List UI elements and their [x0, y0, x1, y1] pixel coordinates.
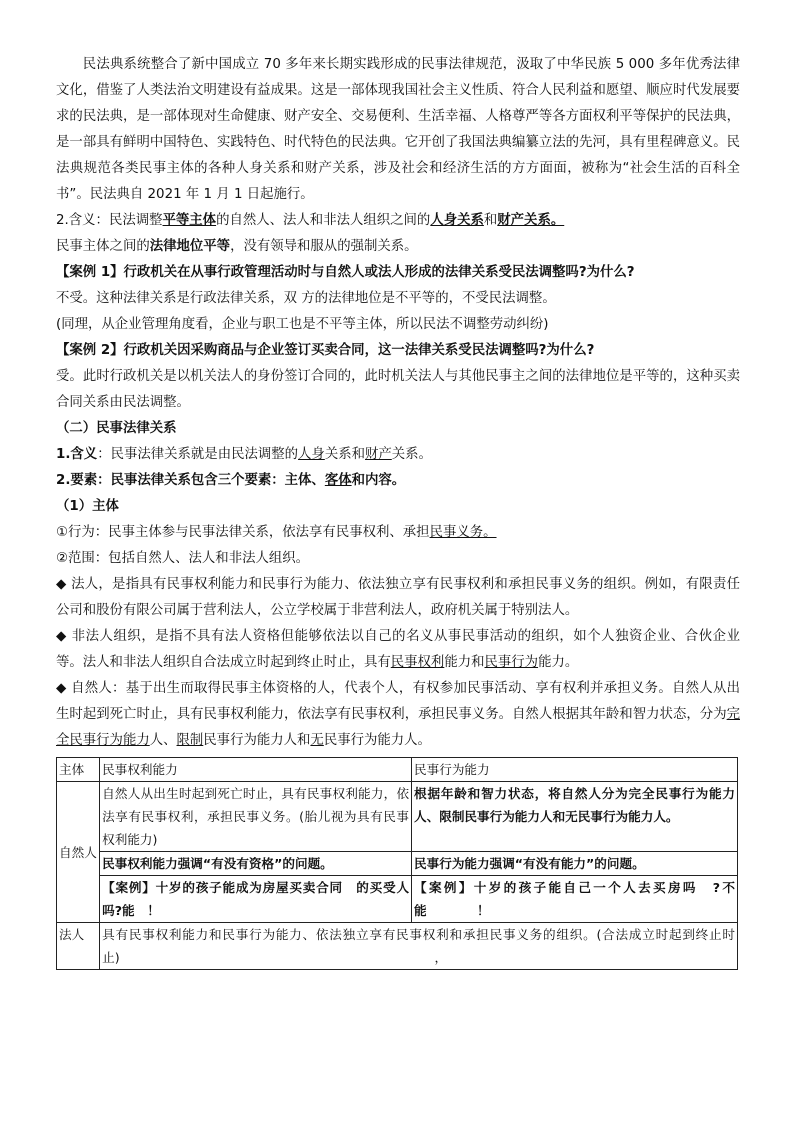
natural-none: 无 [310, 733, 324, 748]
section-heading: （二）民事法律关系 [56, 421, 177, 436]
equal-status-paragraph [56, 234, 740, 260]
meaning-text: 的自然人、法人和非法人组织之间的 [216, 213, 431, 228]
natural-person-paragraph [56, 676, 740, 754]
meaning-equal-subject: 平等主体 [162, 213, 217, 228]
header-act-capacity: 民事行为能力 [412, 758, 738, 782]
document-page [56, 52, 748, 970]
capacity-table [56, 757, 748, 970]
cell-natural-act: 根据年龄和智力状态，将自然人分为完全民事行为能力人、限制民事行为能力人和无民事行为能力人。 [412, 782, 738, 852]
behavior-text: ①行为：民事主体参与民事法律关系，依法享有民事权利、承担 [56, 525, 430, 540]
definition-label: 1.含义 [56, 447, 98, 462]
header-right-capacity: 民事权利能力 [100, 758, 412, 782]
equal-status: 法律地位平等 [149, 239, 231, 254]
natural-sep: 人、 [149, 733, 177, 748]
unincorporated-act: 民事行为 [484, 655, 539, 670]
cell-natural-right: 自然人从出生时起到死亡时止，具有民事权利能力，依法享有民事权利，承担民事义务。(胎儿视为具有民事权利能力) [100, 782, 412, 852]
unincorporated-paragraph [56, 624, 740, 676]
elements-object: 客体 [324, 473, 352, 488]
cell-legal-person: 具有民事权利能力和民事行为能力、依法独立享有民事权利和承担民事义务的组织。(合法成立时起到终止时止) ， [100, 923, 738, 970]
case1-answer: 不受。这种法律关系是行政法律关系，双 方的法律地位是不平等的，不受民法调整。 [56, 291, 556, 306]
cell-right-emphasis: 民事权利能力强调“有没有资格”的问题。 [100, 852, 412, 876]
natural-limited: 限制 [176, 733, 204, 748]
subject-heading: （1）主体 [56, 499, 119, 514]
natural-end: 民事行为能力人。 [323, 733, 431, 748]
meaning-property-relation: 财产关系。 [497, 213, 565, 228]
case2-question: 【案例 2】行政机关因采购商品与企业签订买卖合同，这一法律关系受民法调整吗?为什么? [56, 343, 595, 358]
meaning-and: 和 [483, 213, 498, 228]
meaning-personal-relation: 人身关系 [430, 213, 484, 228]
cell-case-right: 【案例】十岁的孩子能成为房屋买卖合同 的买受人吗?能 ！ [100, 876, 412, 923]
behavior-obligation: 民事义务。 [429, 525, 497, 540]
table-row [57, 876, 738, 923]
behavior-paragraph [56, 520, 740, 546]
table-row [57, 782, 738, 852]
header-subject: 主体 [57, 758, 100, 782]
row-natural-person: 自然人 [57, 782, 100, 923]
definition-personal: 人身 [298, 447, 325, 462]
intro-text: 民法典系统整合了新中国成立 70 多年来长期实践形成的民事法律规范，汲取了中华民族 5 000 多年优秀法律文化，借鉴了人类法治文明建设有益成果。这是一部体现我国社会主义性质、符合人民利益和愿望、顺应时代发展要求的民法典，是一部体现对生命健康、财产安全、交易便利、生活幸福、人格尊严等各方面权利平等保护的民法典，是一部具有鲜明中国特色、实践特色、时代特色的民法典。它开创了我国法典编纂立法的先河，具有里程碑意义。民法典规范各类民事主体的各种人身关系和财产关系，涉及社会和经济生活的方方面面，被称为“社会生活的百科全书”。民法典自 2021 年 1 月 1 日起施行。 [56, 57, 740, 202]
natural-text: ◆ 自然人：基于出生而取得民事主体资格的人，代表个人，有权参加民事活动、享有权利并承担义务。自然人从出生时起到死亡时止，具有民事权利能力，依法享有民事权利，承担民事义务。自然人根据其年龄和智力状态，分为 [56, 681, 740, 722]
table-row [57, 852, 738, 876]
definition-paragraph [56, 442, 740, 468]
elements-paragraph [56, 468, 740, 494]
unincorporated-end: 能力。 [538, 655, 579, 670]
definition-end: 关系。 [391, 447, 432, 462]
case1-note: (同理，从企业管理角度看，企业与职工也是不平等主体，所以民法不调整劳动纠纷) [56, 317, 549, 332]
case2-answer: 受。此时行政机关是以机关法人的身份签订合同的，此时机关法人与其他民事主之间的法律地位是平等的，这种买卖合同关系由民法调整。 [56, 369, 740, 410]
intro-paragraph [56, 52, 740, 208]
unincorporated-right: 民事权利 [390, 655, 445, 670]
meaning-label: 2.含义：民法调整 [56, 213, 163, 228]
unincorporated-text: ◆ 非法人组织，是指不具有法人资格但能够依法以自己的名义从事民事活动的组织，如个人独资企业、合伙企业等。法人和非法人组织自合法成立时起到终止时止，具有 [56, 629, 740, 670]
meaning-paragraph [56, 208, 740, 234]
row-legal-person: 法人 [57, 923, 100, 970]
equal-text-a: 民事主体之间的 [56, 239, 150, 254]
definition-and: 关系和 [324, 447, 365, 462]
definition-text: ：民事法律关系就是由民法调整的 [97, 447, 299, 462]
elements-end: 和内容。 [351, 473, 406, 488]
table-row [57, 923, 738, 970]
definition-property: 财产 [365, 447, 392, 462]
cell-act-emphasis: 民事行为能力强调“有没有能力”的问题。 [412, 852, 738, 876]
natural-mid: 民事行为能力人和 [203, 733, 311, 748]
scope-paragraph: ②范围：包括自然人、法人和非法人组织。 [56, 551, 310, 566]
case1-question: 【案例 1】行政机关在从事行政管理活动时与自然人或法人形成的法律关系受民法调整吗?为什么? [56, 265, 635, 280]
natural-full: 完全民事行为能力 [56, 707, 740, 748]
equal-text-c: ，没有领导和服从的强制关系。 [230, 239, 418, 254]
legal-person-paragraph: ◆ 法人，是指具有民事权利能力和民事行为能力、依法独立享有民事权利和承担民事义务的组织。例如，有限责任公司和股份有限公司属于营利法人，公立学校属于非营利法人，政府机关属于特别法人。 [56, 577, 740, 618]
elements-text: 2.要素：民事法律关系包含三个要素：主体、 [56, 473, 325, 488]
unincorporated-and: 能力和 [444, 655, 485, 670]
cell-case-act: 【案例】十岁的孩子能自己一个人去买房吗 ?不 能 ！ [412, 876, 738, 923]
table-header-row [57, 758, 738, 782]
